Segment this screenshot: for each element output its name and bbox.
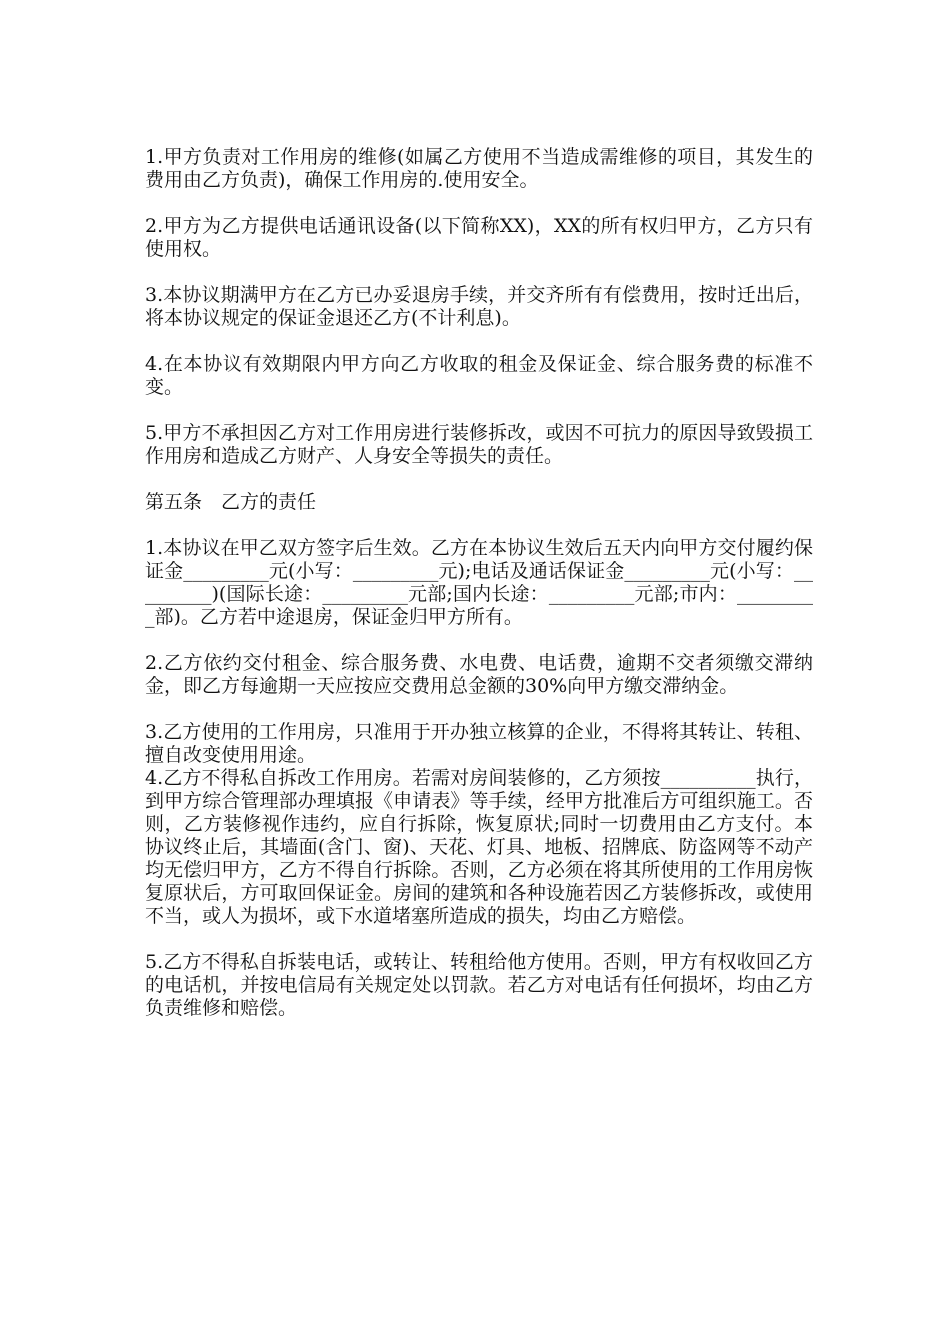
clause-paragraph: 1.甲方负责对工作用房的维修(如属乙方使用不当造成需维修的项目，其发生的费用由乙方负责)，确保工作用房的.使用安全。 — [145, 146, 813, 191]
clause-paragraph: 5.乙方不得私自拆装电话，或转让、转租给他方使用。否则，甲方有权收回乙方的电话机，并按电信局有关规定处以罚款。若乙方对电话有任何损坏，均由乙方负责维修和赔偿。 — [145, 951, 813, 1019]
clause-paragraph: 5.甲方不承担因乙方对工作用房进行装修拆改，或因不可抗力的原因导致毁损工作用房和造成乙方财产、人身安全等损失的责任。 — [145, 422, 813, 467]
clause-paragraph: 1.本协议在甲乙双方签字后生效。乙方在本协议生效后五天内向甲方交付履约保证金_________元(小写：_________元);电话及通话保证金_________元(小写：_________)(国际长途：_________元部;国内长途：_________元部;市内：_________部)。乙方若中途退房，保证金归甲方所有。 — [145, 537, 813, 628]
section-heading: 第五条 乙方的责任 — [145, 491, 317, 513]
clause-paragraph: 2.甲方为乙方提供电话通讯设备(以下简称XX)，XX的所有权归甲方，乙方只有使用权。 — [145, 215, 813, 260]
clause-paragraph: 3.乙方使用的工作用房，只准用于开办独立核算的企业，不得将其转让、转租、擅自改变使用用途。 — [145, 721, 813, 766]
document-page — [145, 146, 813, 1043]
clause-paragraph: 4.乙方不得私自拆改工作用房。若需对房间装修的，乙方须按__________执行，到甲方综合管理部办理填报《申请表》等手续，经甲方批准后方可组织施工。否则，乙方装修视作违约，应自行拆除，恢复原状;同时一切费用由乙方支付。本协议终止后，其墙面(含门、窗)、天花、灯具、地板、招牌底、防盗网等不动产均无偿归甲方，乙方不得自行拆除。否则，乙方必须在将其所使用的工作用房恢复原状后，方可取回保证金。房间的建筑和各种设施若因乙方装修拆改，或使用不当，或人为损坏，或下水道堵塞所造成的损失，均由乙方赔偿。 — [145, 767, 813, 927]
clause-paragraph: 4.在本协议有效期限内甲方向乙方收取的租金及保证金、综合服务费的标准不变。 — [145, 353, 813, 398]
clause-paragraph: 3.本协议期满甲方在乙方已办妥退房手续，并交齐所有有偿费用，按时迁出后，将本协议规定的保证金退还乙方(不计利息)。 — [145, 284, 813, 329]
clause-paragraph: 2.乙方依约交付租金、综合服务费、水电费、电话费，逾期不交者须缴交滞纳金，即乙方每逾期一天应按应交费用总金额的30%向甲方缴交滞纳金。 — [145, 652, 813, 697]
